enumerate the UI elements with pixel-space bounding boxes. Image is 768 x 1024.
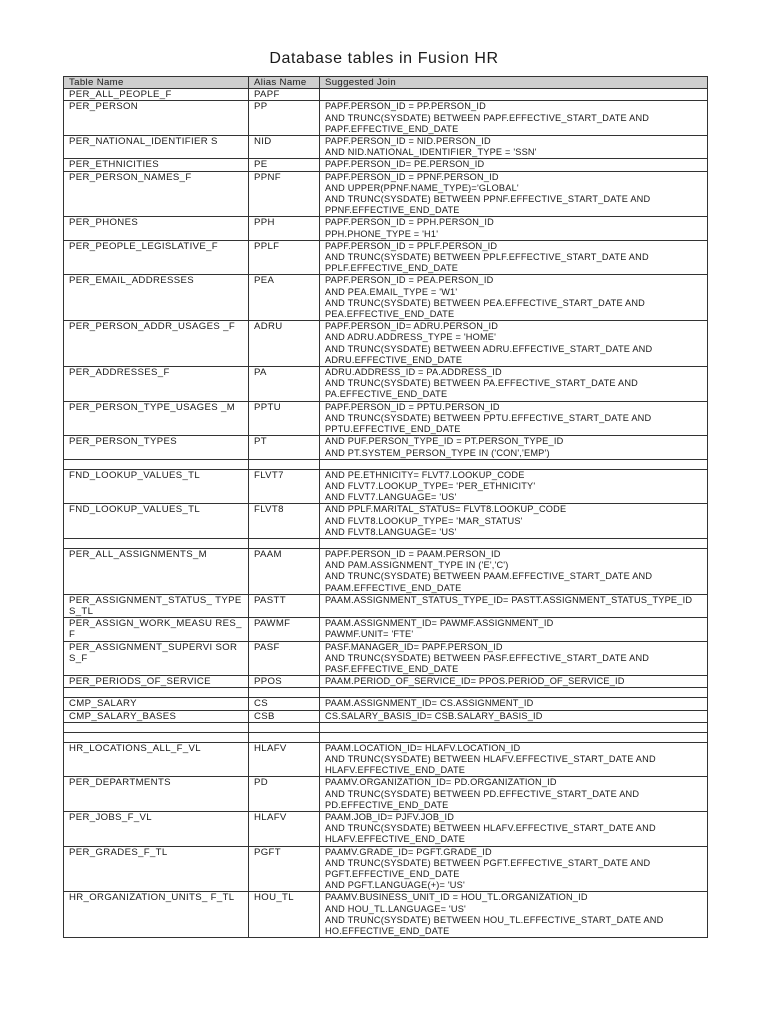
table-row (64, 688, 708, 698)
table-row (64, 548, 708, 594)
table-name-cell: PER_PERSON_TYPE_USAGES _M (64, 401, 249, 436)
table-name-cell: PER_PHONES (64, 217, 249, 240)
table-row (64, 136, 708, 159)
join-cell: PASF.MANAGER_ID= PAPF.PERSON_ID AND TRUNC(SYSDATE) BETWEEN PASF.EFFECTIVE_START_DATE AND PASF.EFFECTIVE_END_DATE (320, 641, 708, 676)
header-alias-name: Alias Name (249, 77, 320, 89)
table-row (64, 710, 708, 722)
join-cell: AND PPLF.MARITAL_STATUS= FLVT8.LOOKUP_CODE AND FLVT8.LOOKUP_TYPE= 'MAR_STATUS' AND FLVT8.LANGUAGE= 'US' (320, 504, 708, 539)
join-cell: PAPF.PERSON_ID = PPH.PERSON_ID PPH.PHONE_TYPE = 'H1' (320, 217, 708, 240)
table-row (64, 732, 708, 742)
table-name-cell: PER_DEPARTMENTS (64, 777, 249, 812)
join-cell: PAPF.PERSON_ID = PPNF.PERSON_ID AND UPPER(PPNF.NAME_TYPE)='GLOBAL' AND TRUNC(SYSDATE) BETWEEN PPNF.EFFECTIVE_START_DATE AND PPNF.EFFECTIVE_END_DATE (320, 171, 708, 217)
table-row (64, 742, 708, 777)
table-name-cell (64, 688, 249, 698)
alias-cell: PASTT (249, 594, 320, 617)
table-name-cell: PER_ALL_ASSIGNMENTS_M (64, 548, 249, 594)
table-row (64, 240, 708, 275)
alias-cell: HLAFV (249, 742, 320, 777)
table-name-cell: CMP_SALARY_BASES (64, 710, 249, 722)
join-cell: PAPF.PERSON_ID= PE.PERSON_ID (320, 159, 708, 171)
alias-cell: FLVT7 (249, 469, 320, 504)
join-cell: AND PE.ETHNICITY= FLVT7.LOOKUP_CODE AND FLVT7.LOOKUP_TYPE= 'PER_ETHNICITY' AND FLVT7.LANGUAGE= 'US' (320, 469, 708, 504)
join-cell: PAAM.ASSIGNMENT_STATUS_TYPE_ID= PASTT.ASSIGNMENT_STATUS_TYPE_ID (320, 594, 708, 617)
table-row (64, 469, 708, 504)
join-cell: PAPF.PERSON_ID = NID.PERSON_ID AND NID.NATIONAL_IDENTIFIER_TYPE = 'SSN' (320, 136, 708, 159)
table-row (64, 217, 708, 240)
table-row (64, 811, 708, 846)
table-name-cell: PER_EMAIL_ADDRESSES (64, 275, 249, 321)
alias-cell: PPLF (249, 240, 320, 275)
table-name-cell: PER_JOBS_F_VL (64, 811, 249, 846)
header-row (64, 77, 708, 89)
table-name-cell: PER_PERSON (64, 101, 249, 136)
alias-cell: CS (249, 698, 320, 710)
header-suggested-join: Suggested Join (320, 77, 708, 89)
table-name-cell: FND_LOOKUP_VALUES_TL (64, 469, 249, 504)
table-name-cell: PER_ASSIGN_WORK_MEASU RES_F (64, 618, 249, 641)
table-name-cell: HR_LOCATIONS_ALL_F_VL (64, 742, 249, 777)
table-row (64, 367, 708, 402)
alias-cell (249, 538, 320, 548)
table-row (64, 401, 708, 436)
table-name-cell: PER_PERSON_NAMES_F (64, 171, 249, 217)
join-cell: PAAM.LOCATION_ID= HLAFV.LOCATION_ID AND TRUNC(SYSDATE) BETWEEN HLAFV.EFFECTIVE_START_DATE AND HLAFV.EFFECTIVE_END_DATE (320, 742, 708, 777)
alias-cell: PP (249, 101, 320, 136)
alias-cell: PEA (249, 275, 320, 321)
table-name-cell: PER_NATIONAL_IDENTIFIER S (64, 136, 249, 159)
table-row (64, 722, 708, 732)
table-name-cell (64, 722, 249, 732)
join-cell: ADRU.ADDRESS_ID = PA.ADDRESS_ID AND TRUNC(SYSDATE) BETWEEN PA.EFFECTIVE_START_DATE AND PA.EFFECTIVE_END_DATE (320, 367, 708, 402)
table-row (64, 504, 708, 539)
page-title: Database tables in Fusion HR (269, 50, 499, 67)
table-row (64, 846, 708, 892)
table-row (64, 89, 708, 101)
join-cell: PAPF.PERSON_ID= ADRU.PERSON_ID AND ADRU.ADDRESS_TYPE = 'HOME' AND TRUNC(SYSDATE) BETWEEN ADRU.EFFECTIVE_START_DATE AND ADRU.EFFECTIVE_END_DATE (320, 321, 708, 367)
alias-cell (249, 688, 320, 698)
table-name-cell: HR_ORGANIZATION_UNITS_ F_TL (64, 892, 249, 938)
table-name-cell: PER_PERSON_ADDR_USAGES _F (64, 321, 249, 367)
table-row (64, 618, 708, 641)
table-row (64, 436, 708, 459)
join-cell: PAPF.PERSON_ID = PPLF.PERSON_ID AND TRUNC(SYSDATE) BETWEEN PPLF.EFFECTIVE_START_DATE AND PPLF.EFFECTIVE_END_DATE (320, 240, 708, 275)
table-name-cell (64, 459, 249, 469)
join-cell: AND PUF.PERSON_TYPE_ID = PT.PERSON_TYPE_ID AND PT.SYSTEM_PERSON_TYPE IN ('CON','EMP') (320, 436, 708, 459)
table-name-cell: PER_PERIODS_OF_SERVICE (64, 676, 249, 688)
alias-cell: HLAFV (249, 811, 320, 846)
table-body (64, 89, 708, 938)
alias-cell: HOU_TL (249, 892, 320, 938)
join-table (63, 76, 708, 938)
table-name-cell: PER_ETHNICITIES (64, 159, 249, 171)
table-name-cell: PER_ADDRESSES_F (64, 367, 249, 402)
table-row (64, 594, 708, 617)
table-row (64, 777, 708, 812)
alias-cell: PGFT (249, 846, 320, 892)
alias-cell: CSB (249, 710, 320, 722)
table-row (64, 698, 708, 710)
alias-cell (249, 732, 320, 742)
join-cell: PAAM.PERIOD_OF_SERVICE_ID= PPOS.PERIOD_OF_SERVICE_ID (320, 676, 708, 688)
join-cell (320, 732, 708, 742)
alias-cell (249, 722, 320, 732)
join-cell (320, 538, 708, 548)
table-row (64, 101, 708, 136)
join-cell: PAAMV.GRADE_ID= PGFT.GRADE_ID AND TRUNC(SYSDATE) BETWEEN PGFT.EFFECTIVE_START_DATE AND PGFT.EFFECTIVE_END_DATE AND PGFT.LANGUAGE(+)= 'US' (320, 846, 708, 892)
alias-cell: PAPF (249, 89, 320, 101)
table-name-cell: PER_ASSIGNMENT_STATUS_ TYPES_TL (64, 594, 249, 617)
join-cell: CS.SALARY_BASIS_ID= CSB.SALARY_BASIS_ID (320, 710, 708, 722)
alias-cell: PPH (249, 217, 320, 240)
table-row (64, 538, 708, 548)
join-cell: PAAMV.ORGANIZATION_ID= PD.ORGANIZATION_ID AND TRUNC(SYSDATE) BETWEEN PD.EFFECTIVE_START_DATE AND PD.EFFECTIVE_END_DATE (320, 777, 708, 812)
join-cell: PAPF.PERSON_ID = PAAM.PERSON_ID AND PAM.ASSIGNMENT_TYPE IN ('E','C') AND TRUNC(SYSDATE) BETWEEN PAAM.EFFECTIVE_START_DATE AND PAAM.EFFECTIVE_END_DATE (320, 548, 708, 594)
table-name-cell: PER_ASSIGNMENT_SUPERVI SORS_F (64, 641, 249, 676)
table-name-cell: PER_PEOPLE_LEGISLATIVE_F (64, 240, 249, 275)
table-name-cell: PER_GRADES_F_TL (64, 846, 249, 892)
table-name-cell: FND_LOOKUP_VALUES_TL (64, 504, 249, 539)
table-name-cell (64, 732, 249, 742)
table-row (64, 275, 708, 321)
alias-cell: PPOS (249, 676, 320, 688)
join-cell: PAAM.ASSIGNMENT_ID= PAWMF.ASSIGNMENT_ID PAWMF.UNIT= 'FTE' (320, 618, 708, 641)
join-cell (320, 459, 708, 469)
alias-cell: PE (249, 159, 320, 171)
alias-cell: PAAM (249, 548, 320, 594)
join-cell: PAAM.JOB_ID= PJFV.JOB_ID AND TRUNC(SYSDATE) BETWEEN HLAFV.EFFECTIVE_START_DATE AND HLAFV.EFFECTIVE_END_DATE (320, 811, 708, 846)
alias-cell: PASF (249, 641, 320, 676)
alias-cell: FLVT8 (249, 504, 320, 539)
alias-cell: ADRU (249, 321, 320, 367)
header-table-name: Table Name (64, 77, 249, 89)
table-row (64, 676, 708, 688)
join-cell: PAAM.ASSIGNMENT_ID= CS.ASSIGNMENT_ID (320, 698, 708, 710)
alias-cell: PD (249, 777, 320, 812)
alias-cell (249, 459, 320, 469)
table-name-cell: CMP_SALARY (64, 698, 249, 710)
table-row (64, 159, 708, 171)
alias-cell: PPNF (249, 171, 320, 217)
alias-cell: PT (249, 436, 320, 459)
table-name-cell: PER_ALL_PEOPLE_F (64, 89, 249, 101)
table-row (64, 171, 708, 217)
join-cell (320, 722, 708, 732)
join-cell: PAAMV.BUSINESS_UNIT_ID = HOU_TL.ORGANIZATION_ID AND HOU_TL.LANGUAGE= 'US' AND TRUNC(SYSDATE) BETWEEN HOU_TL.EFFECTIVE_START_DATE AND HO.EFFECTIVE_END_DATE (320, 892, 708, 938)
join-cell (320, 89, 708, 101)
table-row (64, 459, 708, 469)
alias-cell: NID (249, 136, 320, 159)
join-cell: PAPF.PERSON_ID = PP.PERSON_ID AND TRUNC(SYSDATE) BETWEEN PAPF.EFFECTIVE_START_DATE AND PAPF.EFFECTIVE_END_DATE (320, 101, 708, 136)
table-row (64, 321, 708, 367)
alias-cell: PA (249, 367, 320, 402)
table-name-cell (64, 538, 249, 548)
table-row (64, 641, 708, 676)
join-cell: PAPF.PERSON_ID = PPTU.PERSON_ID AND TRUNC(SYSDATE) BETWEEN PPTU.EFFECTIVE_START_DATE AND PPTU.EFFECTIVE_END_DATE (320, 401, 708, 436)
table-row (64, 892, 708, 938)
table-name-cell: PER_PERSON_TYPES (64, 436, 249, 459)
join-cell (320, 688, 708, 698)
join-cell: PAPF.PERSON_ID = PEA.PERSON_ID AND PEA.EMAIL_TYPE = 'W1' AND TRUNC(SYSDATE) BETWEEN PEA.EFFECTIVE_START_DATE AND PEA.EFFECTIVE_END_DATE (320, 275, 708, 321)
alias-cell: PPTU (249, 401, 320, 436)
alias-cell: PAWMF (249, 618, 320, 641)
